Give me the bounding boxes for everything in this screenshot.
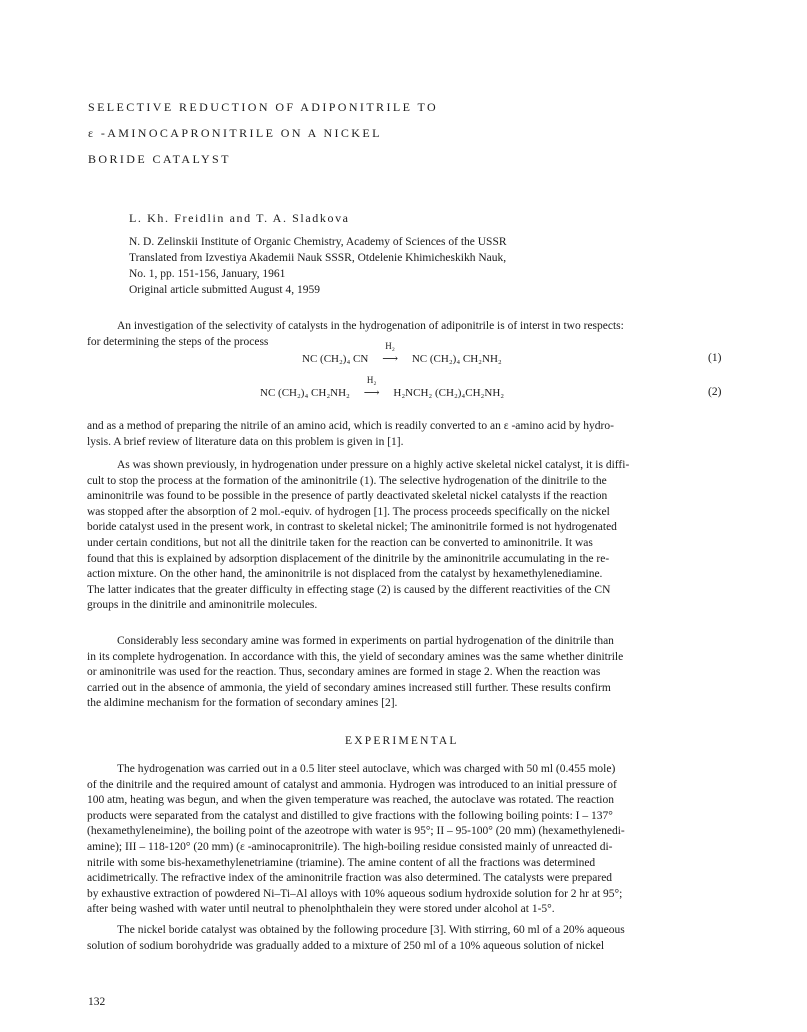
paragraph-nickel-boride xyxy=(87,923,736,954)
text-line: An investigation of the selectivity of catalysts in the hydrogenation of adiponitrile is of interst in two respects: xyxy=(117,320,624,332)
text-line: in its complete hydrogenation. In accordance with this, the yield of secondary amines was the same whether dinitrile xyxy=(87,650,624,663)
text-line: The latter indicates that the greater difficulty in effecting stage (2) is caused by the different reactivities of the CN xyxy=(87,583,611,596)
title-line-1: SELECTIVE REDUCTION OF ADIPONITRILE TO xyxy=(88,100,439,114)
text-line: action mixture. On the other hand, the aminonitrile is not displaced from the catalyst by hexamethylenediamine. xyxy=(87,568,603,581)
text-line: products were separated from the catalyst and distilled to give fractions with the following boiling points: I – 137° xyxy=(87,809,613,822)
text-line: amine); III – 118-120° (20 mm) (ε -aminocapronitrile). The high-boiling residue consisted mainly of unreacted di- xyxy=(87,840,613,853)
section-heading-experimental: EXPERIMENTAL xyxy=(345,735,459,747)
equation-2-reagent: H₂ xyxy=(366,375,377,385)
paragraph-experimental-procedure xyxy=(87,762,736,918)
text-line: by exhaustive extraction of powdered Ni–Ti–Al alloys with 10% aqueous sodium hydroxide solution for 2 hr at 95°; xyxy=(87,887,623,900)
text-line: As was shown previously, in hydrogenation under pressure on a highly active skeletal nickel catalyst, it is diffi- xyxy=(117,459,630,471)
text-line: cult to stop the process at the formation of the aminonitrile (1). The selective hydrogenation of the dinitrile to the xyxy=(87,474,607,487)
text-line: The hydrogenation was carried out in a 0.5 liter steel autoclave, which was charged with 50 ml (0.455 mole) xyxy=(117,763,616,775)
intro-paragraph xyxy=(87,319,736,350)
text-line: of the dinitrile and the required amount of catalyst and ammonia. Hydrogen was introduced to an initial pressure of xyxy=(87,778,617,791)
equation-1-number: (1) xyxy=(708,352,722,364)
page-number: 132 xyxy=(88,996,106,1008)
equation-2-number: (2) xyxy=(708,386,722,398)
text-line: the aldimine mechanism for the formation of secondary amines [2]. xyxy=(87,697,398,710)
text-line: for determining the steps of the process xyxy=(87,335,269,348)
equation-1-left: NC (CH₂)₄ CN xyxy=(302,353,369,365)
equation-2-right: H₂NCH₂ (CH₂)₄CH₂NH₂ xyxy=(393,387,505,399)
text-line: after being washed with water until neutral to phenolphthalein they were stored under alcohol at 1-5°. xyxy=(87,903,555,916)
text-line: The nickel boride catalyst was obtained by the following procedure [3]. With stirring, 60 ml of a 20% aqueous xyxy=(117,924,625,936)
paragraph-after-equations xyxy=(87,419,736,450)
text-line: carried out in the absence of ammonia, the yield of secondary amines increased still further. These results confirm xyxy=(87,681,611,694)
text-line: groups in the dinitrile and aminonitrile molecules. xyxy=(87,599,318,612)
paragraph-secondary-amines xyxy=(87,634,736,712)
text-line: 100 atm, heating was begun, and when the given temperature was reached, the autoclave was rotated. The reaction xyxy=(87,794,614,807)
text-line: and as a method of preparing the nitrile of an amino acid, which is readily converted to an ε -amino acid by hydro- xyxy=(87,420,614,432)
text-line: or aminonitrile was used for the reaction. Thus, secondary amines are formed in stage 2. When the reaction was xyxy=(87,666,601,679)
equation-1-right: NC (CH₂)₄ CH₂NH₂ xyxy=(411,353,502,365)
text-line: found that this is explained by adsorption displacement of the dinitrile by the aminonitrile accumulating in the re- xyxy=(87,552,610,565)
text-line: acidimetrically. The refractive index of the aminonitrile fraction was also determined. The catalysts were prepared xyxy=(87,872,613,885)
equation-2-left: NC (CH₂)₄ CH₂NH₂ xyxy=(260,387,350,399)
affiliation-institute: N. D. Zelinskii Institute of Organic Chemistry, Academy of Sciences of the USSR xyxy=(129,236,507,248)
equation-2 xyxy=(260,375,505,399)
affiliation-submitted: Original article submitted August 4, 1959 xyxy=(129,284,321,296)
text-line: solution of sodium borohydride was gradually added to a mixture of 250 ml of a 10% aqueous solution of nickel xyxy=(87,939,605,952)
text-line: aminonitrile was found to be possible in the presence of partly deactivated skeletal nickel catalysts if the reaction xyxy=(87,490,608,503)
reaction-arrow-icon: H₂ ⟶ xyxy=(357,386,387,399)
text-line: was stopped after the absorption of 2 mol.-equiv. of hydrogen [1]. The process proceeds specifically on the nickel xyxy=(87,505,610,518)
affiliation-translation: Translated from Izvestiya Akademii Nauk SSSR, Otdelenie Khimicheskikh Nauk, xyxy=(129,252,507,264)
affiliation-issue: No. 1, pp. 151-156, January, 1961 xyxy=(129,268,286,280)
reaction-arrow-icon: H₂ ⟶ xyxy=(375,352,405,365)
text-line: nitrile with some bis-hexamethylenetriamine (triamine). The amine content of all the fractions was determined xyxy=(87,856,596,869)
text-line: (hexamethyleneimine), the boiling point of the azeotrope with water is 95°; II – 95-100° (20 mm) (hexamethylenedi- xyxy=(87,825,625,838)
text-line: boride catalyst used in the present work, in contrast to skeletal nickel; The aminonitrile formed is not hydrogenated xyxy=(87,521,617,534)
equation-1 xyxy=(302,341,502,365)
paragraph-previous-work xyxy=(87,458,736,614)
title-line-2: ε -AMINOCAPRONITRILE ON A NICKEL xyxy=(88,126,382,140)
title-line-3: BORIDE CATALYST xyxy=(88,152,231,166)
authors: L. Kh. Freidlin and T. A. Sladkova xyxy=(129,211,350,225)
text-line: lysis. A brief review of literature data on this problem is given in [1]. xyxy=(87,435,404,448)
text-line: under certain conditions, but not all the dinitrile taken for the reaction can be converted to aminonitrile. It was xyxy=(87,536,593,549)
equation-1-reagent: H₂ xyxy=(385,341,395,351)
text-line: Considerably less secondary amine was formed in experiments on partial hydrogenation of the dinitrile than xyxy=(117,635,614,647)
